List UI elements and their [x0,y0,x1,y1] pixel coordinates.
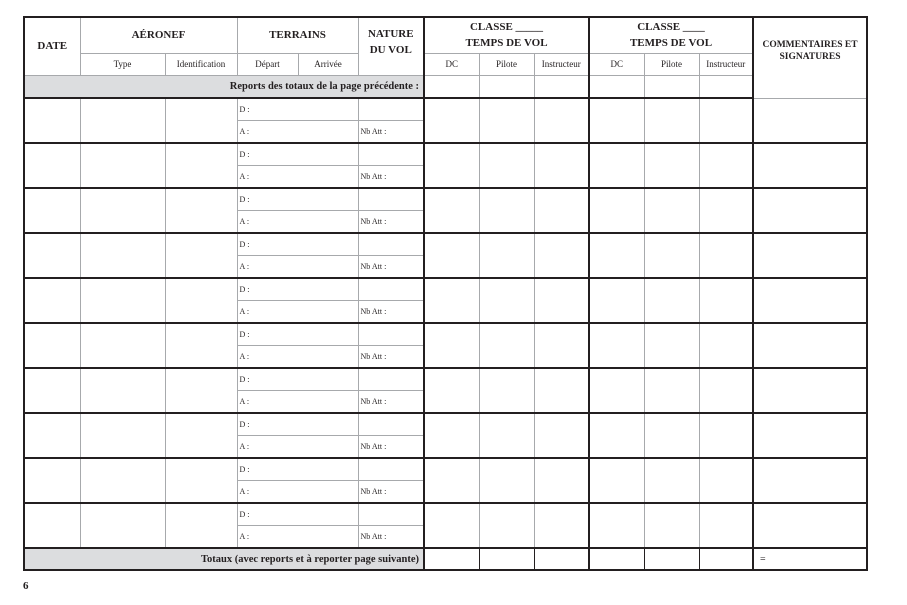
arrival-time-cell[interactable] [237,391,358,414]
comments-cell[interactable] [753,413,867,458]
arrival-time-cell[interactable] [237,436,358,459]
depart-header: Départ [237,53,298,75]
comments-header [753,17,867,98]
nb-att-label: Nb Att : [360,532,387,541]
classe1-instructeur-cell[interactable] [534,323,589,368]
classe2-pilote-cell[interactable] [644,143,699,188]
date-cell[interactable] [24,188,80,233]
classe1-instructeur-cell[interactable] [534,188,589,233]
nature-du-vol-header [358,17,424,75]
depart-time-cell[interactable] [237,413,358,436]
type-cell[interactable] [80,188,165,233]
classe1-dc-cell[interactable] [424,278,479,323]
type-cell[interactable] [80,413,165,458]
depart-time-label: D : [239,240,250,249]
identification-cell[interactable] [165,188,237,233]
classe2-pilote-cell[interactable] [644,368,699,413]
classe1-instructeur-cell[interactable] [534,233,589,278]
depart-time-cell[interactable] [237,98,358,121]
arrival-time-cell[interactable] [237,211,358,234]
depart-time-label: D : [239,285,250,294]
classe1-pilote-cell[interactable] [479,278,534,323]
classe1-dc-cell[interactable] [424,503,479,548]
classe2-dc-cell[interactable] [589,188,644,233]
date-cell[interactable] [24,143,80,188]
arrival-time-cell[interactable] [237,121,358,144]
classe2-dc-cell[interactable] [589,233,644,278]
totals-classe2-pilote[interactable] [644,548,699,570]
classe1-pilote-cell[interactable] [479,188,534,233]
arrival-time-label: A : [239,127,250,136]
classe1-pilote-cell[interactable] [479,413,534,458]
classe2-instructeur-cell[interactable] [699,413,753,458]
date-cell[interactable] [24,458,80,503]
classe2-dc-cell[interactable] [589,143,644,188]
date-cell[interactable] [24,368,80,413]
depart-time-label: D : [239,510,250,519]
totals-classe1-instructeur[interactable] [534,548,589,570]
classe2-instructeur-cell[interactable] [699,278,753,323]
date-cell[interactable] [24,413,80,458]
classe2-line2: TEMPS DE VOL [629,37,713,50]
nature-cell[interactable] [358,323,424,346]
classe1-pilote-cell[interactable] [479,143,534,188]
depart-time-label: D : [239,375,250,384]
flight-entry-row [24,413,867,436]
classe1-instructeur-cell[interactable] [534,368,589,413]
comments-cell[interactable] [753,233,867,278]
depart-time-cell[interactable] [237,143,358,166]
classe2-pilote-cell[interactable] [644,278,699,323]
totals-equals: = [760,553,766,565]
classe1-pilote-cell[interactable] [479,98,534,143]
flight-entry-row [24,503,867,526]
identification-header: Identification [165,53,237,75]
type-cell[interactable] [80,323,165,368]
classe2-pilote-cell[interactable] [644,233,699,278]
arrival-time-cell[interactable] [237,346,358,369]
classe1-instructeur-header: Instructeur [534,53,589,75]
classe2-instructeur-cell[interactable] [699,458,753,503]
comments-cell[interactable] [753,278,867,323]
classe2-dc-header: DC [589,53,644,75]
comments-cell[interactable] [753,323,867,368]
nb-att-label: Nb Att : [360,352,387,361]
classe1-dc-header: DC [424,53,479,75]
arrival-time-label: A : [239,532,250,541]
classe1-dc-cell[interactable] [424,188,479,233]
flight-entry-row [24,233,867,256]
classe2-pilote-cell[interactable] [644,503,699,548]
reports-classe1-instructeur[interactable] [534,75,589,98]
arrival-time-label: A : [239,442,250,451]
classe1-dc-cell[interactable] [424,458,479,503]
depart-time-cell[interactable] [237,503,358,526]
arrival-time-cell[interactable] [237,301,358,324]
classe2-instructeur-cell[interactable] [699,98,753,143]
classe2-instructeur-cell[interactable] [699,233,753,278]
totals-classe2-dc[interactable] [589,548,644,570]
classe2-dc-cell[interactable] [589,323,644,368]
flight-entry-row [24,188,867,211]
nature-cell[interactable] [358,458,424,481]
date-cell[interactable] [24,98,80,143]
classe2-pilote-cell[interactable] [644,458,699,503]
totals-label: Totaux (avec reports et à reporter page suivante) [24,548,424,570]
depart-time-label: D : [239,195,250,204]
depart-time-cell[interactable] [237,368,358,391]
nb-att-cell[interactable] [358,121,424,144]
classe1-dc-cell[interactable] [424,98,479,143]
nature-line2: DU VOL [369,44,412,57]
depart-time-cell[interactable] [237,458,358,481]
depart-time-label: D : [239,420,250,429]
depart-time-cell[interactable] [237,188,358,211]
classe2-dc-cell[interactable] [589,98,644,143]
logbook-table [23,16,868,571]
nb-att-label: Nb Att : [360,262,387,271]
identification-cell[interactable] [165,413,237,458]
classe2-instructeur-cell[interactable] [699,188,753,233]
nature-cell[interactable] [358,188,424,211]
classe1-pilote-cell[interactable] [479,503,534,548]
classe1-instructeur-cell[interactable] [534,458,589,503]
classe2-pilote-cell[interactable] [644,188,699,233]
totals-row [24,548,867,570]
type-cell[interactable] [80,503,165,548]
arrival-time-cell[interactable] [237,526,358,549]
comments-line2: SIGNATURES [779,51,841,62]
classe2-instructeur-cell[interactable] [699,503,753,548]
nb-att-cell[interactable] [358,256,424,279]
nb-att-label: Nb Att : [360,307,387,316]
date-cell[interactable] [24,323,80,368]
nb-att-cell[interactable] [358,436,424,459]
identification-cell[interactable] [165,368,237,413]
flight-entry-row [24,368,867,391]
aeronef-header: AÉRONEF [80,17,237,53]
classe1-dc-cell[interactable] [424,233,479,278]
nb-att-cell[interactable] [358,301,424,324]
classe1-instructeur-cell[interactable] [534,278,589,323]
classe1-pilote-header: Pilote [479,53,534,75]
type-cell[interactable] [80,368,165,413]
classe2-dc-cell[interactable] [589,368,644,413]
classe1-pilote-cell[interactable] [479,458,534,503]
classe2-header [589,17,753,53]
comments-cell[interactable] [753,368,867,413]
nb-att-cell[interactable] [358,346,424,369]
reports-classe1-pilote[interactable] [479,75,534,98]
depart-time-label: D : [239,465,250,474]
type-cell[interactable] [80,143,165,188]
reports-row [24,75,867,98]
classe2-instructeur-cell[interactable] [699,323,753,368]
arrival-time-label: A : [239,397,250,406]
classe1-pilote-cell[interactable] [479,233,534,278]
identification-cell[interactable] [165,143,237,188]
terrains-header: TERRAINS [237,17,358,53]
identification-cell[interactable] [165,278,237,323]
classe2-dc-cell[interactable] [589,503,644,548]
nb-att-cell[interactable] [358,481,424,504]
identification-cell[interactable] [165,323,237,368]
arrival-time-label: A : [239,352,250,361]
reports-label: Reports des totaux de la page précédente : [24,75,424,98]
nature-cell[interactable] [358,368,424,391]
comments-line1: COMMENTAIRES ET [762,39,858,50]
arrival-time-cell[interactable] [237,481,358,504]
date-cell[interactable] [24,503,80,548]
classe2-pilote-cell[interactable] [644,98,699,143]
arrival-time-cell[interactable] [237,166,358,189]
nature-cell[interactable] [358,503,424,526]
reports-classe2-dc[interactable] [589,75,644,98]
classe1-instructeur-cell[interactable] [534,503,589,548]
nature-cell[interactable] [358,278,424,301]
flight-entry-row [24,98,867,121]
classe2-line1: CLASSE ____ [637,21,705,34]
totals-classe1-pilote[interactable] [479,548,534,570]
comments-cell[interactable] [753,143,867,188]
nb-att-label: Nb Att : [360,127,387,136]
arrivee-header: Arrivée [298,53,358,75]
page-number: 6 [23,580,29,592]
comments-cell[interactable] [753,98,867,143]
flight-entry-row [24,458,867,481]
nb-att-label: Nb Att : [360,172,387,181]
date-cell[interactable] [24,278,80,323]
classe1-dc-cell[interactable] [424,143,479,188]
totals-classe1-dc[interactable] [424,548,479,570]
classe1-line2: TEMPS DE VOL [465,37,548,50]
classe2-instructeur-header: Instructeur [699,53,753,75]
arrival-time-label: A : [239,217,250,226]
classe1-header [424,17,589,53]
depart-time-cell[interactable] [237,233,358,256]
comments-cell[interactable] [753,503,867,548]
classe2-dc-cell[interactable] [589,278,644,323]
depart-time-label: D : [239,105,250,114]
nb-att-cell[interactable] [358,391,424,414]
classe1-instructeur-cell[interactable] [534,143,589,188]
type-cell[interactable] [80,98,165,143]
arrival-time-label: A : [239,307,250,316]
classe2-dc-cell[interactable] [589,458,644,503]
date-header: DATE [24,17,80,75]
arrival-time-label: A : [239,262,250,271]
reports-classe1-dc[interactable] [424,75,479,98]
type-cell[interactable] [80,458,165,503]
arrival-time-label: A : [239,172,250,181]
nature-cell[interactable] [358,143,424,166]
classe1-dc-cell[interactable] [424,413,479,458]
identification-cell[interactable] [165,233,237,278]
flight-entry-row [24,278,867,301]
flight-entry-row [24,323,867,346]
reports-classe2-instructeur[interactable] [699,75,753,98]
comments-cell[interactable] [753,458,867,503]
arrival-time-label: A : [239,487,250,496]
classe1-line1: CLASSE _____ [469,21,544,34]
nb-att-cell[interactable] [358,166,424,189]
nb-att-cell[interactable] [358,526,424,549]
nature-cell[interactable] [358,98,424,121]
nb-att-cell[interactable] [358,211,424,234]
type-cell[interactable] [80,233,165,278]
nb-att-label: Nb Att : [360,442,387,451]
classe1-pilote-cell[interactable] [479,323,534,368]
date-cell[interactable] [24,233,80,278]
classe2-instructeur-cell[interactable] [699,143,753,188]
nature-cell[interactable] [358,233,424,256]
depart-time-label: D : [239,150,250,159]
totals-classe2-instructeur[interactable] [699,548,753,570]
type-header: Type [80,53,165,75]
classe1-dc-cell[interactable] [424,323,479,368]
nb-att-label: Nb Att : [360,487,387,496]
flight-entry-row [24,143,867,166]
nb-att-label: Nb Att : [360,217,387,226]
nature-cell[interactable] [358,413,424,436]
arrival-time-cell[interactable] [237,256,358,279]
identification-cell[interactable] [165,503,237,548]
nature-line1: NATURE [367,28,414,41]
totals-comments[interactable] [753,548,867,570]
type-cell[interactable] [80,278,165,323]
depart-time-label: D : [239,330,250,339]
classe1-dc-cell[interactable] [424,368,479,413]
nb-att-label: Nb Att : [360,397,387,406]
classe2-dc-cell[interactable] [589,413,644,458]
depart-time-cell[interactable] [237,278,358,301]
classe2-instructeur-cell[interactable] [699,368,753,413]
identification-cell[interactable] [165,98,237,143]
classe2-pilote-header: Pilote [644,53,699,75]
comments-cell[interactable] [753,188,867,233]
classe2-pilote-cell[interactable] [644,323,699,368]
classe2-pilote-cell[interactable] [644,413,699,458]
reports-classe2-pilote[interactable] [644,75,699,98]
classe1-instructeur-cell[interactable] [534,413,589,458]
depart-time-cell[interactable] [237,323,358,346]
identification-cell[interactable] [165,458,237,503]
classe1-instructeur-cell[interactable] [534,98,589,143]
classe1-pilote-cell[interactable] [479,368,534,413]
